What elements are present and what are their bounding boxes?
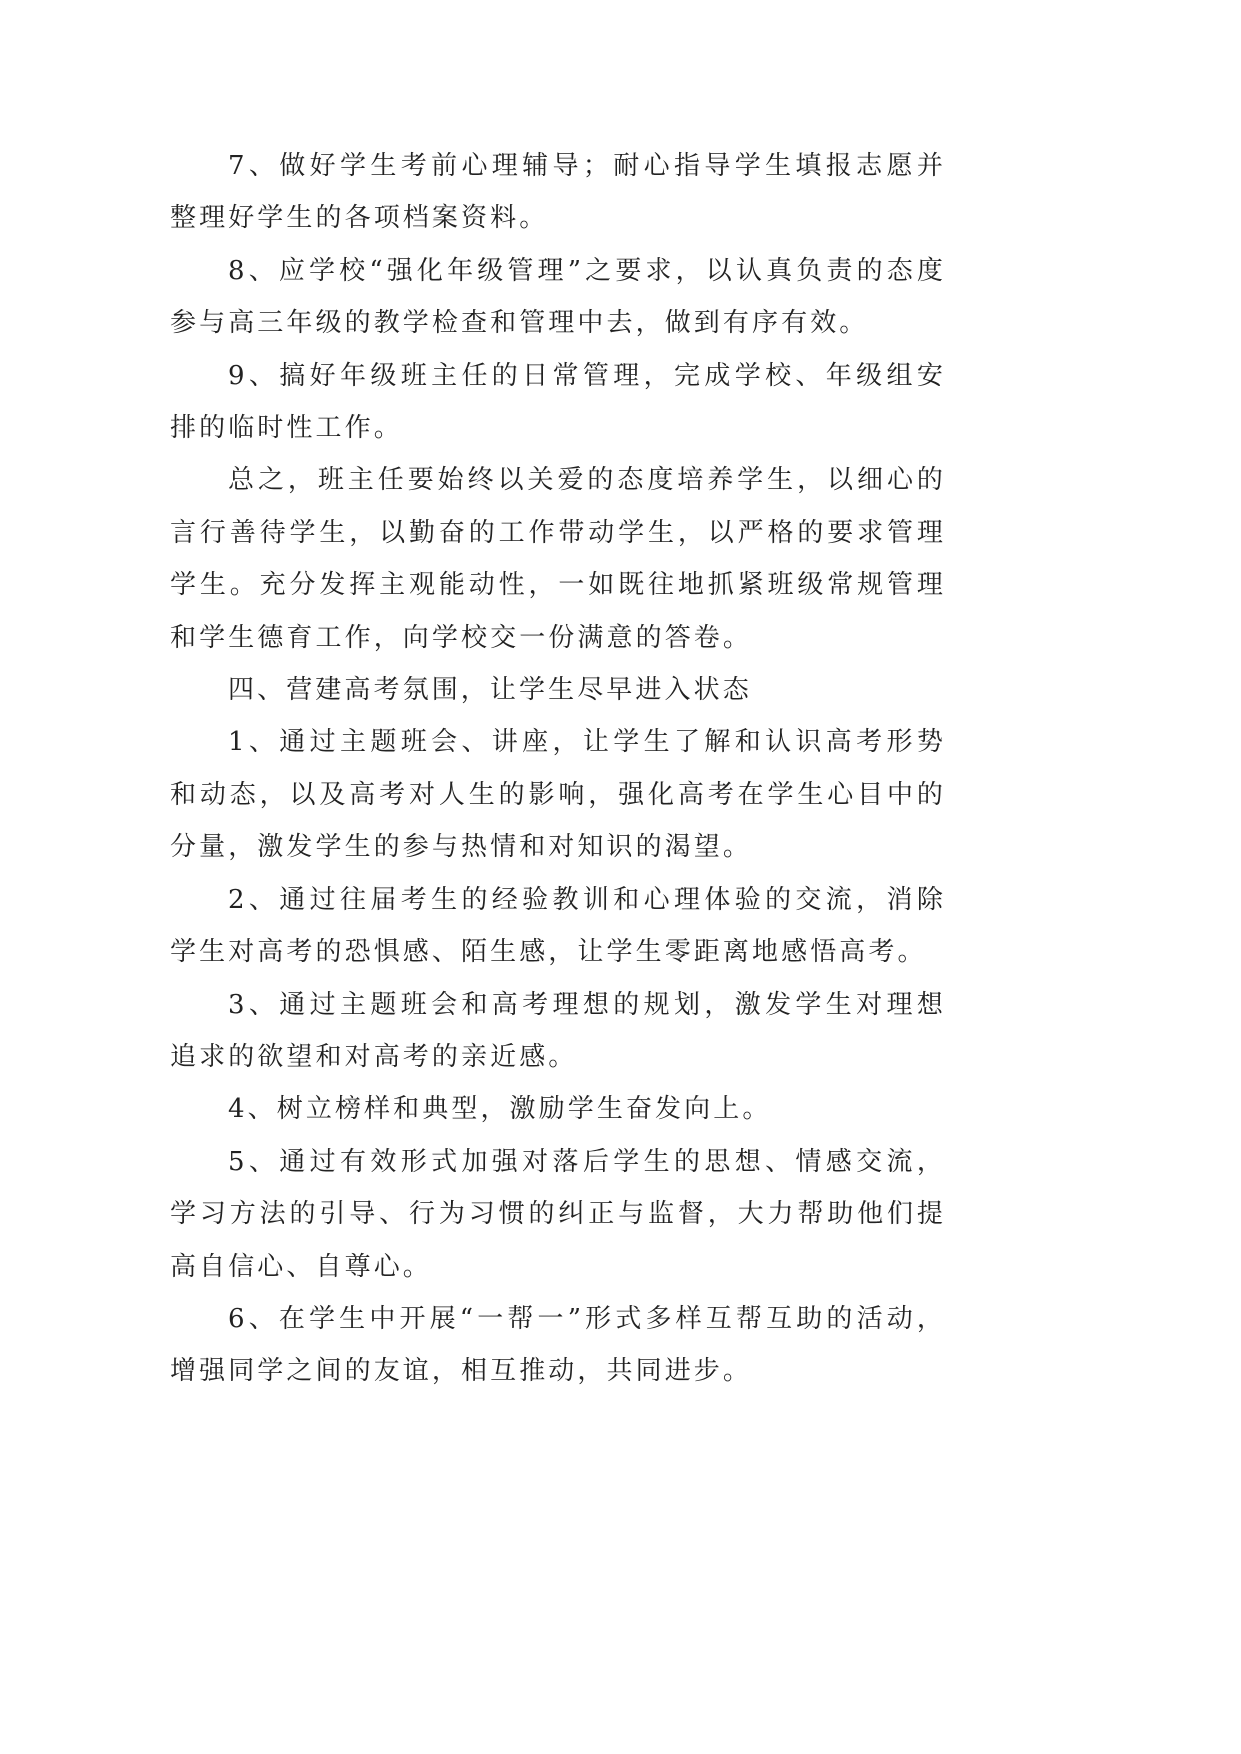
paragraph-item-6: 6、在学生中开展“一帮一”形式多样互帮互助的活动，增强同学之间的友谊，相互推动，共同进步。 (170, 1303, 946, 1387)
paragraph-item-8: 8、应学校“强化年级管理”之要求，以认真负责的态度参与高三年级的教学检查和管理中去，做到有序有效。 (170, 255, 946, 339)
paragraph-item-9: 9、搞好年级班主任的日常管理，完成学校、年级组安排的临时性工作。 (170, 360, 946, 444)
paragraph-item-3: 3、通过主题班会和高考理想的规划，激发学生对理想追求的欲望和对高考的亲近感。 (170, 989, 946, 1072)
paragraph-item-7: 7、做好学生考前心理辅导；耐心指导学生填报志愿并整理好学生的各项档案资料。 (170, 151, 946, 234)
paragraph-summary: 总之，班主任要始终以关爱的态度培养学生，以细心的言行善待学生，以勤奋的工作带动学生，以严格的要求管理学生。充分发挥主观能动性，一如既往地抓紧班级常规管理和学生德育工作，向学校交一份满意的答卷。 (170, 465, 946, 653)
paragraph-item-1: 1、通过主题班会、讲座，让学生了解和认识高考形势和动态，以及高考对人生的影响，强化高考在学生心目中的分量，激发学生的参与热情和对知识的渴望。 (170, 727, 946, 863)
section-heading: 四、营建高考氛围，让学生尽早进入状态 (228, 675, 752, 706)
paragraph-item-2: 2、通过往届考生的经验教训和心理体验的交流，消除学生对高考的恐惧感、陌生感，让学生零距离地感悟高考。 (170, 884, 946, 968)
paragraph-item-5: 5、通过有效形式加强对落后学生的思想、情感交流，学习方法的引导、行为习惯的纠正与监督，大力帮助他们提高自信心、自尊心。 (170, 1146, 946, 1282)
document-body (170, 140, 946, 1398)
paragraph-item-4: 4、树立榜样和典型，激励学生奋发向上。 (228, 1094, 772, 1125)
